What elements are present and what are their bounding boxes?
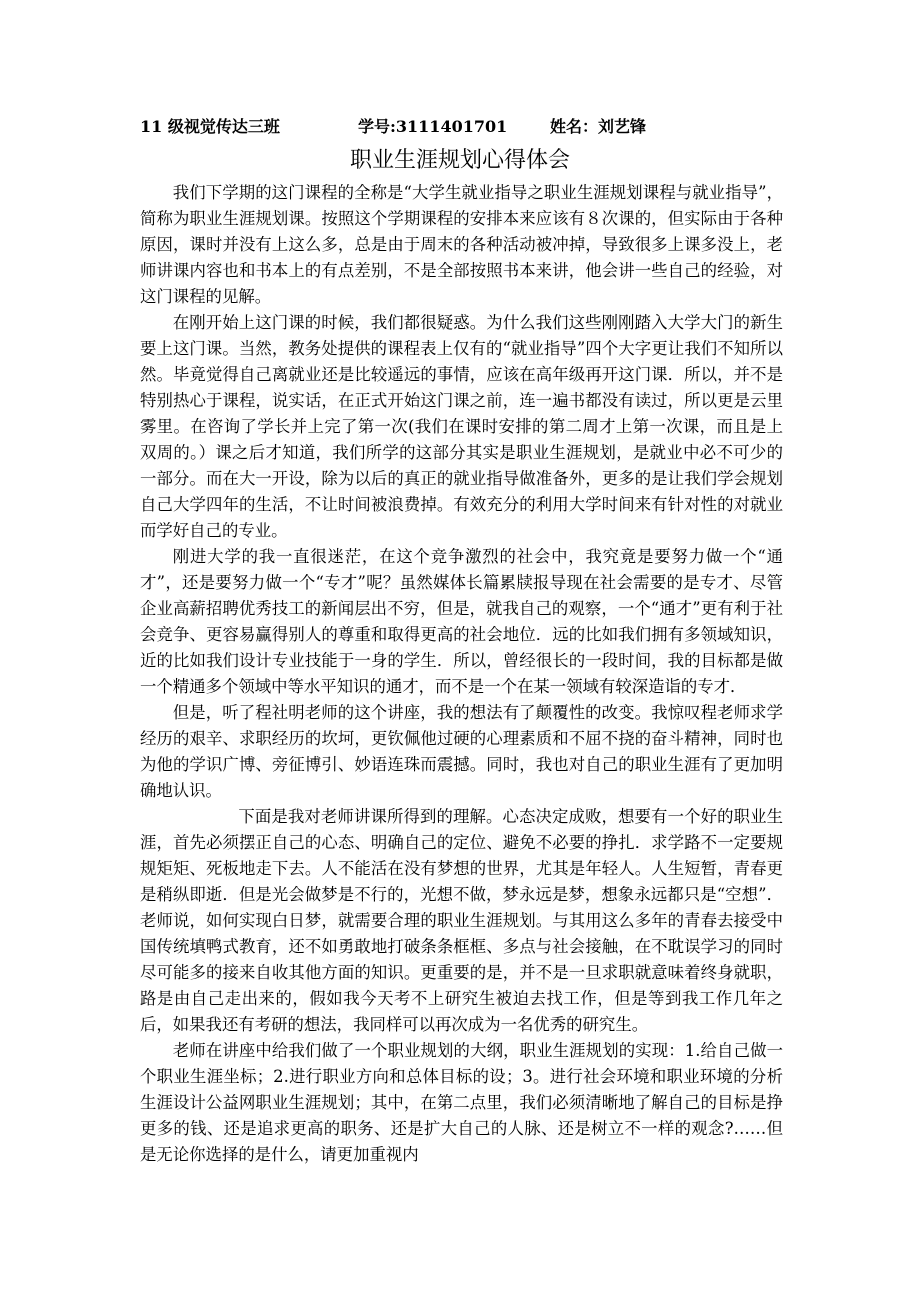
student-name: 姓名：刘艺锋 (550, 117, 647, 136)
document-title: 职业生涯规划心得体会 (349, 148, 570, 173)
paragraph: 老师在讲座中给我们做了一个职业规划的大纲，职业生涯规划的实现：1.给自己做一个职业生涯坐标；2.进行职业方向和总体目标的设；3。进行社会环境和职业环境的分析生涯设计公益网职业生涯规划；其中，在第二点里，我们必须清晰地了解自己的目标是挣更多的钱、还是追求更高的职务、还是扩大自己的人脉、还是树立不一样的观念?……但是无论你选择的是什么，请更加重视内 (140, 1041, 783, 1164)
paragraph: 在刚开始上这门课的时候，我们都很疑惑。为什么我们这些刚刚踏入大学大门的新生要上这门课。当然，教务处提供的课程表上仅有的“就业指导”四个大字更让我们不知所以然。毕竟觉得自己离就业还是比较遥远的事情，应该在高年级再开这门课．所以，并不是特别热心于课程，说实话，在正式开始这门课之前，连一遍书都没有读过，所以更是云里雾里。在咨询了学长并上完了第一次(我们在课时安排的第二周才上第一次课，而且是上双周的。）课之后才知道，我们所学的这部分其实是职业生涯规划，是就业中必不可少的一部分。而在大一开设，除为以后的真正的就业指导做准备外，更多的是让我们学会规划自己大学四年的生活，不让时间被浪费掉。有效充分的利用大学时间来有针对性的对就业而学好自己的专业。 (140, 313, 783, 540)
class-info: 11 级视觉传达三班 (140, 117, 280, 136)
paragraph: 但是，听了程社明老师的这个讲座，我的想法有了颠覆性的改变。我惊叹程老师求学经历的艰辛、求职经历的坎坷，更钦佩他过硬的心理素质和不屈不挠的奋斗精神，同时也为他的学识广博、旁征博引、妙语连珠而震撼。同时，我也对自己的职业生涯有了更加明确地认识。 (140, 703, 783, 800)
student-id: 学号:3111401701 (358, 117, 508, 136)
student-info-header (140, 114, 780, 138)
paragraph: 下面是我对老师讲课所得到的理解。心态决定成败，想要有一个好的职业生涯，首先必须摆正自己的心态、明确自己的定位、避免不必要的挣扎．求学路不一定要规规矩矩、死板地走下去。人不能活在没有梦想的世界，尤其是年轻人。人生短暂，青春更是稍纵即逝．但是光会做梦是不行的，光想不做，梦永远是梦，想象永远都只是“空想”．老师说，如何实现白日梦，就需要合理的职业生涯规划。与其用这么多年的青春去接受中国传统填鸭式教育，还不如勇敢地打破条条框框、多点与社会接触，在不耽误学习的同时尽可能多的接来自收其他方面的知识。更重要的是，并不是一旦求职就意味着终身就职，路是由自己走出来的，假如我今天考不上研究生被迫去找工作，但是等到我工作几年之后，如果我还有考研的想法，我同样可以再次成为一名优秀的研究生。 (140, 807, 783, 1034)
document-body (140, 180, 783, 1168)
paragraph: 我们下学期的这门课程的全称是“大学生就业指导之职业生涯规划课程与就业指导”，简称为职业生涯规划课。按照这个学期课程的安排本来应该有８次课的，但实际由于各种原因，课时并没有上这么多，总是由于周末的各种活动被冲掉，导致很多上课多没上，老师讲课内容也和书本上的有点差别，不是全部按照书本来讲，他会讲一些自己的经验，对这门课程的见解。 (140, 183, 783, 306)
paragraph: 刚进大学的我一直很迷茫，在这个竞争激烈的社会中，我究竟是要努力做一个“通才”，还是要努力做一个“专才”呢？虽然媒体长篇累牍报导现在社会需要的是专才、尽管企业高薪招聘优秀技工的新闻层出不穷，但是，就我自己的观察，一个“通才”更有利于社会竞争、更容易赢得别人的尊重和取得更高的社会地位．远的比如我们拥有多领域知识，近的比如我们设计专业技能于一身的学生．所以，曾经很长的一段时间，我的目标都是做一个精通多个领域中等水平知识的通才，而不是一个在某一领域有较深造诣的专才． (140, 547, 783, 696)
